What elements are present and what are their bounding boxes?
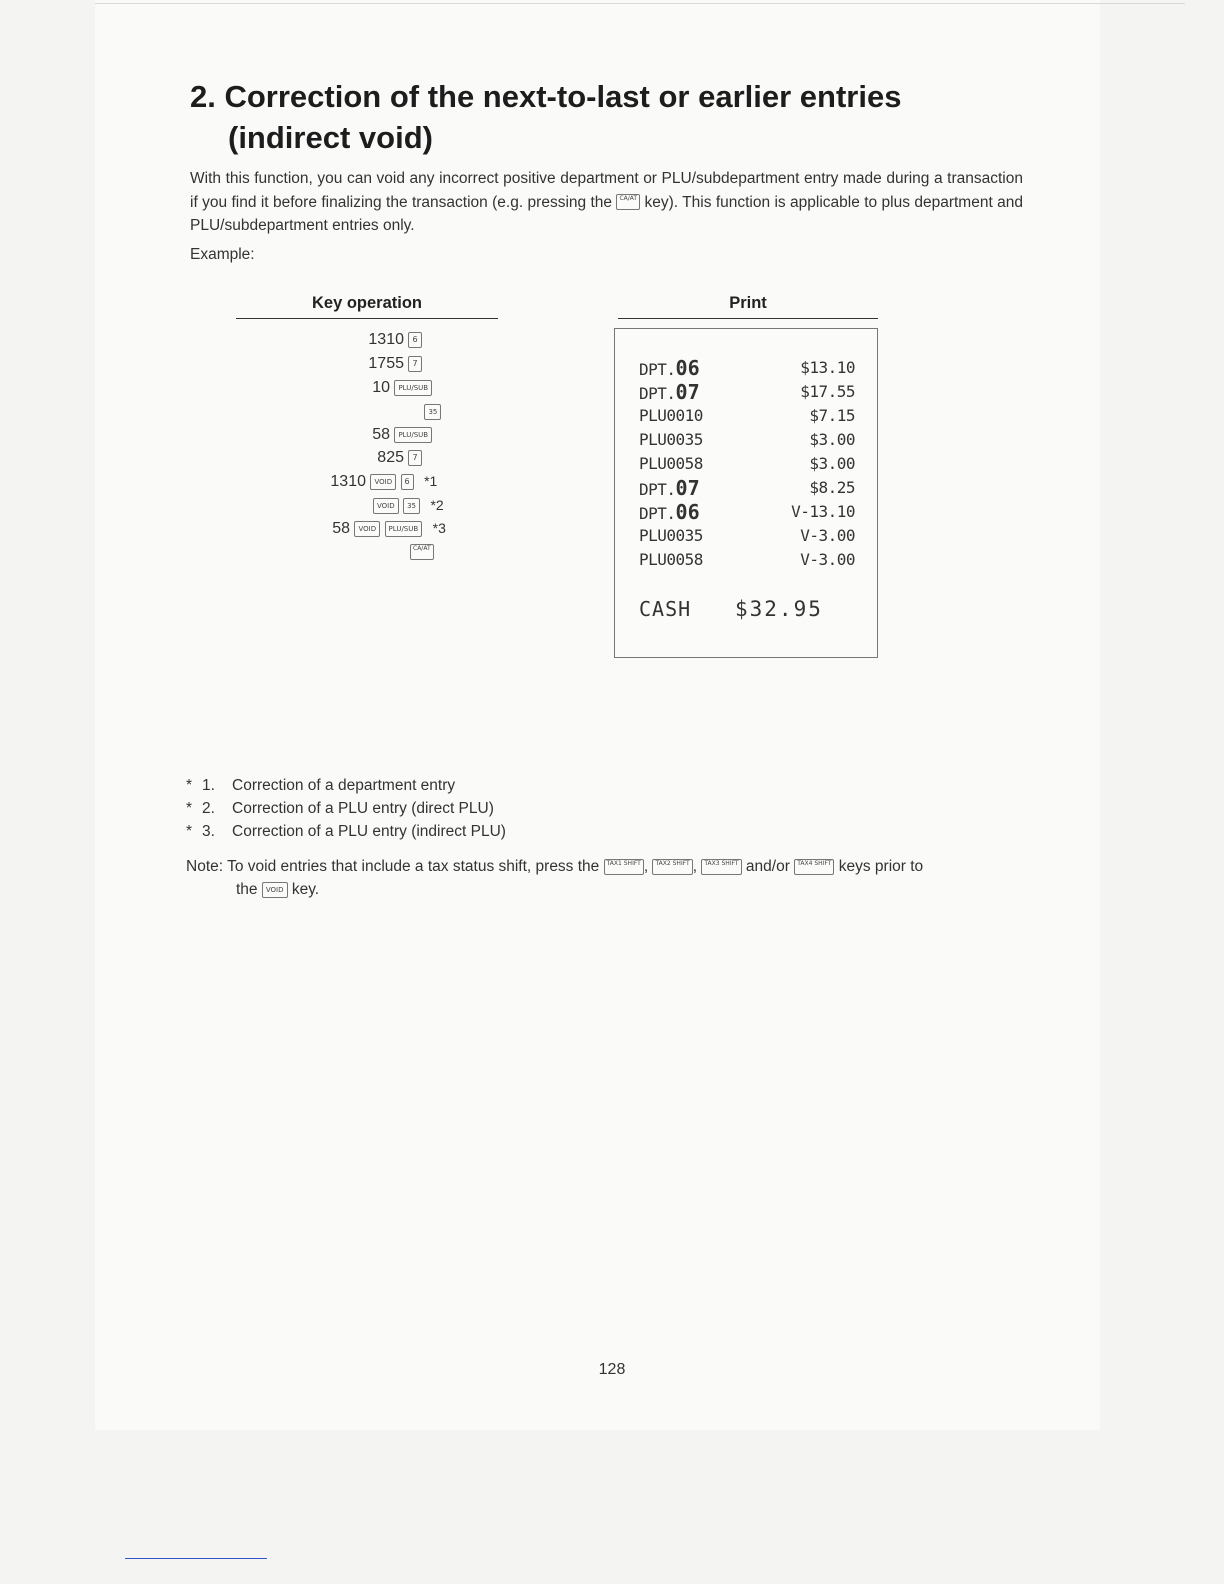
key-op-row [328, 517, 446, 540]
void-key-icon: VOID [373, 498, 399, 514]
footnote-text: Correction of a PLU entry (indirect PLU) [232, 823, 506, 840]
key-op-row [410, 541, 434, 563]
ca-at-key-icon: CA/AT [410, 544, 434, 560]
key-op-row [330, 447, 422, 469]
receipt-dept-number: 06 [675, 500, 700, 524]
key-op-row [330, 424, 432, 446]
tax2-shift-key-icon: TAX2 SHIFT [652, 859, 692, 875]
footnote-star: * [186, 823, 193, 840]
receipt-amount: $17.55 [800, 382, 855, 401]
receipt-dept-number: 07 [675, 476, 700, 500]
key-operation-rule [236, 318, 498, 319]
section-title [190, 76, 1050, 158]
key-op-row [373, 494, 444, 517]
note-text-4: key. [291, 881, 320, 898]
cash-amount: $32.95 [735, 597, 823, 621]
footnote-2 [186, 798, 494, 820]
note-text-2: keys prior to [838, 858, 924, 875]
receipt-printout [614, 328, 878, 658]
key-op-row [330, 377, 432, 399]
title-line-1: 2. Correction of the next-to-last or earlier entries [190, 79, 902, 114]
note-separator: , [692, 858, 698, 875]
key-op-row [420, 401, 441, 423]
page-number: 128 [598, 1361, 626, 1378]
cash-label: CASH [639, 597, 692, 621]
receipt-label: PLU0035 [639, 526, 703, 545]
tax3-shift-key-icon: TAX3 SHIFT [701, 859, 741, 875]
key-op-number: 1310 [330, 473, 366, 490]
footnote-1 [186, 775, 455, 797]
footnote-3 [186, 821, 506, 843]
intro-text-2: key). This function is applicable to plus department and PLU/subdepartment entries only. [190, 193, 1024, 234]
note-andor: and/or [745, 858, 790, 875]
footnote-text: Correction of a department entry [232, 777, 456, 794]
dept-7-key-icon: 7 [408, 356, 421, 372]
footnote-mark: *2 [430, 497, 444, 513]
receipt-label: DPT. [639, 480, 676, 499]
key-op-number: 58 [372, 426, 390, 443]
receipt-dept-number: 07 [675, 380, 700, 404]
tax1-shift-key-icon: TAX1 SHIFT [604, 859, 644, 875]
footnote-number: 2. [202, 800, 215, 817]
plu-sub-key-icon: PLU/SUB [385, 521, 423, 537]
receipt-label: DPT. [639, 504, 676, 523]
receipt-label: PLU0010 [639, 406, 703, 425]
plu-35-key-icon: 35 [424, 404, 441, 420]
print-heading: Print [729, 294, 767, 312]
example-label: Example: [190, 246, 255, 263]
receipt-amount: V-3.00 [800, 550, 855, 569]
intro-paragraph [190, 167, 1023, 238]
tax4-shift-key-icon: TAX4 SHIFT [794, 859, 834, 875]
void-key-icon: VOID [370, 474, 396, 490]
intro-text-1: With this function, you can void any incorrect positive department or PLU/subdepartment entry made during a transaction if you find it before finalizing the transaction (e.g. pressing the [190, 170, 1023, 211]
plu-35-key-icon: 35 [403, 498, 420, 514]
title-line-2: (indirect void) [228, 120, 433, 155]
receipt-label: DPT. [639, 384, 676, 403]
bottom-link-underline [125, 1558, 267, 1559]
footnote-star: * [186, 800, 193, 817]
receipt-label: PLU0035 [639, 430, 703, 449]
footnote-mark: *3 [432, 520, 446, 536]
dept-6-key-icon: 6 [408, 332, 421, 348]
footnote-text: Correction of a PLU entry (direct PLU) [232, 800, 494, 817]
footnote-mark: *1 [424, 473, 438, 489]
note-text: To void entries that include a tax status shift, press the [227, 858, 600, 875]
footnote-number: 3. [202, 823, 215, 840]
dept-7-key-icon: 7 [408, 450, 421, 466]
footnote-number: 1. [202, 777, 215, 794]
key-op-number: 1310 [368, 331, 404, 348]
receipt-dept-number: 06 [675, 356, 700, 380]
plu-sub-key-icon: PLU/SUB [394, 427, 432, 443]
receipt-label: DPT. [639, 360, 676, 379]
key-op-number: 58 [332, 520, 350, 537]
receipt-label: PLU0058 [639, 454, 703, 473]
key-operation-heading: Key operation [311, 294, 423, 312]
footnote-star: * [186, 777, 193, 794]
receipt-amount: V-3.00 [800, 526, 855, 545]
receipt-amount: $7.15 [809, 406, 855, 425]
void-key-icon: VOID [354, 521, 380, 537]
receipt-amount: $13.10 [800, 358, 855, 377]
receipt-amount: $8.25 [809, 478, 855, 497]
note-prefix: Note: [186, 858, 224, 875]
note-separator: , [643, 858, 649, 875]
key-op-row [330, 329, 422, 351]
key-op-number: 1755 [368, 355, 404, 372]
receipt-amount: V-13.10 [791, 502, 855, 521]
note-text-3: the [236, 881, 258, 898]
note-paragraph [186, 855, 1026, 901]
receipt-label: PLU0058 [639, 550, 703, 569]
key-op-row [330, 353, 422, 375]
receipt-amount: $3.00 [809, 454, 855, 473]
plu-sub-key-icon: PLU/SUB [394, 380, 432, 396]
key-op-number: 825 [377, 449, 404, 466]
key-op-row [326, 470, 437, 493]
ca-at-key-icon: CA/AT [616, 194, 640, 210]
receipt-amount: $3.00 [809, 430, 855, 449]
top-rule [95, 3, 1185, 4]
void-key-icon: VOID [262, 882, 288, 898]
dept-6-key-icon: 6 [401, 474, 414, 490]
note-line-2 [186, 878, 1026, 901]
print-rule [618, 318, 878, 319]
key-op-number: 10 [372, 379, 390, 396]
